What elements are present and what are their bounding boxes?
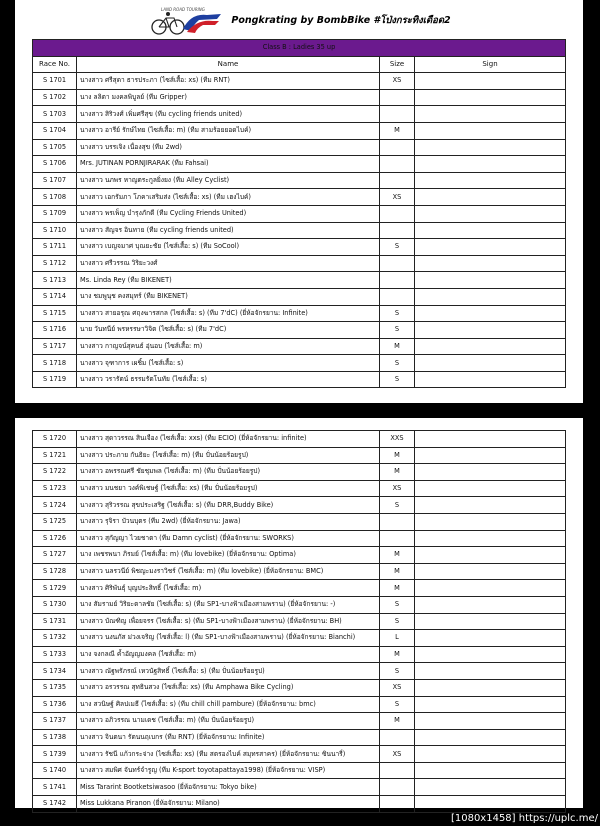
- race-number-cell: S 1741: [33, 779, 77, 796]
- race-number-cell: S 1718: [33, 355, 77, 372]
- size-cell: S: [380, 239, 415, 256]
- table-row: [33, 663, 566, 680]
- name-cell: นางสาว สุดาวรรณ สินเจือง (ไซส์เสื้อ: xxs) (ทีม ECIO) (ยี่ห้อจักรยาน: infinite): [77, 431, 380, 448]
- sign-cell: [415, 447, 566, 464]
- table-row: [33, 338, 566, 355]
- race-number-cell: S 1728: [33, 563, 77, 580]
- sign-cell: [415, 73, 566, 90]
- race-number-cell: S 1708: [33, 189, 77, 206]
- size-cell: [380, 779, 415, 796]
- sign-cell: [415, 156, 566, 173]
- name-cell: นางสาว สิริวงศ์ เพิ่มศรีสุข (ทีม cycling friends united): [77, 106, 380, 123]
- sign-cell: [415, 480, 566, 497]
- size-cell: [380, 272, 415, 289]
- class-title-row: [33, 40, 566, 57]
- race-number-cell: S 1706: [33, 156, 77, 173]
- sign-cell: [415, 288, 566, 305]
- name-cell: นางสาว กาญจน์สุคนธ์ อุ่นอบ (ไซส์เสื้อ: m): [77, 338, 380, 355]
- table-row: [33, 646, 566, 663]
- name-cell: นางสาว รัชนี แก้วกระจ่าง (ไซส์เสื้อ: xs) (ทีม สตรองไบค์ สมุทรสาคร) (ยี่ห้อจักรยาน: ซินนารี่): [77, 746, 380, 763]
- table-row: [33, 547, 566, 564]
- sign-cell: [415, 172, 566, 189]
- size-cell: [380, 156, 415, 173]
- sign-cell: [415, 497, 566, 514]
- name-cell: นางสาว จินตนา รัตนนฤเบกร (ทีม RNT) (ยี่ห้อจักรยาน: Infinite): [77, 729, 380, 746]
- sign-cell: [415, 596, 566, 613]
- race-number-cell: S 1720: [33, 431, 77, 448]
- name-cell: นางสาว ศิริพันธุ์ บุญประสิทธิ์ (ไซส์เสื้อ: m): [77, 580, 380, 597]
- table-row: [33, 480, 566, 497]
- size-cell: [380, 89, 415, 106]
- registration-table-continued: [32, 430, 566, 813]
- table-row: [33, 431, 566, 448]
- table-row: [33, 139, 566, 156]
- name-cell: Mrs. JUTINAN PORNJIRARAK (ทีม Fahsai): [77, 156, 380, 173]
- race-number-cell: S 1715: [33, 305, 77, 322]
- name-cell: นางสาว สายอรุณ ศฤงฆารสกล (ไซส์เสื้อ: s) (ทีม 7'dC) (ยี่ห้อจักรยาน: Infinite): [77, 305, 380, 322]
- table-row: [33, 222, 566, 239]
- table-row: [33, 464, 566, 481]
- table-row: [33, 746, 566, 763]
- table-row: [33, 613, 566, 630]
- race-number-cell: S 1725: [33, 513, 77, 530]
- name-cell: นางสาว อรวรรณ สุทธินสวง (ไซส์เสื้อ: xs) (ทีม Amphawa Bike Cycling): [77, 679, 380, 696]
- sign-cell: [415, 762, 566, 779]
- registration-table: [32, 39, 566, 388]
- table-row: [33, 596, 566, 613]
- size-cell: XS: [380, 189, 415, 206]
- name-cell: นางสาว พรเพ็ญ บำรุงภักดี (ทีม Cycling Friends United): [77, 205, 380, 222]
- size-cell: [380, 139, 415, 156]
- table-row: [33, 272, 566, 289]
- table-row: [33, 447, 566, 464]
- sign-cell: [415, 255, 566, 272]
- sign-cell: [415, 189, 566, 206]
- column-header-size: Size: [380, 56, 415, 73]
- name-cell: นางสาว เบญจมาศ บุณยะชัย (ไซส์เสื้อ: s) (ทีม SoCool): [77, 239, 380, 256]
- sign-cell: [415, 679, 566, 696]
- race-number-cell: S 1729: [33, 580, 77, 597]
- sign-cell: [415, 713, 566, 730]
- race-number-cell: S 1712: [33, 255, 77, 272]
- name-cell: นางสาว สัญจร อินทาย (ทีม cycling friends united): [77, 222, 380, 239]
- sign-cell: [415, 305, 566, 322]
- sign-cell: [415, 796, 566, 813]
- table-row: [33, 729, 566, 746]
- column-header-race-no: Race No.: [33, 56, 77, 73]
- sign-cell: [415, 663, 566, 680]
- race-number-cell: S 1723: [33, 480, 77, 497]
- size-cell: S: [380, 663, 415, 680]
- watermark: [1080x1458] https://uplc.me/: [450, 813, 598, 824]
- sign-cell: [415, 371, 566, 388]
- sign-cell: [415, 779, 566, 796]
- name-cell: นาง เพชรพนา ภิรมย์ (ไซส์เสื้อ: m) (ทีม lovebike) (ยี่ห้อจักรยาน: Optima): [77, 547, 380, 564]
- name-cell: นางสาว เอกรัมภา โภคาเสริมส่ง (ไซส์เสื้อ: xs) (ทีม เฮงไบค์): [77, 189, 380, 206]
- name-cell: นาง สวนิษฐ์ ศิลปเมธี (ไซส์เสื้อ: s) (ทีม chill chill pambure) (ยี่ห้อจักรยาน: bmc): [77, 696, 380, 713]
- name-cell: นางสาว ณัฐพรัภรณ์ เหวนัฐสิทธิ์ (ไซส์เสื้อ: s) (ทีม ปั่นน้อยร้อยรูป): [77, 663, 380, 680]
- sign-cell: [415, 547, 566, 564]
- race-number-cell: S 1704: [33, 122, 77, 139]
- sign-cell: [415, 563, 566, 580]
- event-header: [15, 4, 583, 36]
- sign-cell: [415, 122, 566, 139]
- name-cell: นางสาว บัณฑิญ เพื่อยจรร (ไซส์เสื้อ: s) (ทีม SP1-บางฟ้าเมืองสามพราน) (ยี่ห้อจักรยาน: BH): [77, 613, 380, 630]
- sign-cell: [415, 613, 566, 630]
- size-cell: XS: [380, 73, 415, 90]
- table-row: [33, 122, 566, 139]
- table-row: [33, 796, 566, 813]
- name-cell: นาง สัมรามย์ วิริยะตาลชัย (ไซส์เสื้อ: s) (ทีม SP1-บางฟ้าเมืองสามพราน) (ยี่ห้อจักรยาน: -): [77, 596, 380, 613]
- race-number-cell: S 1732: [33, 630, 77, 647]
- sign-cell: [415, 580, 566, 597]
- sign-cell: [415, 106, 566, 123]
- size-cell: [380, 172, 415, 189]
- sign-cell: [415, 746, 566, 763]
- race-number-cell: S 1742: [33, 796, 77, 813]
- table-row: [33, 305, 566, 322]
- table-row: [33, 530, 566, 547]
- race-number-cell: S 1711: [33, 239, 77, 256]
- race-number-cell: S 1726: [33, 530, 77, 547]
- size-cell: [380, 205, 415, 222]
- sign-cell: [415, 355, 566, 372]
- size-cell: [380, 796, 415, 813]
- race-number-cell: S 1724: [33, 497, 77, 514]
- table-row: [33, 106, 566, 123]
- size-cell: [380, 222, 415, 239]
- race-number-cell: S 1705: [33, 139, 77, 156]
- table-row: [33, 322, 566, 339]
- name-cell: นางสาว นลรวนีย์ พิชญะมงราวิชร์ (ไซส์เสื้อ: m) (ทีม lovebike) (ยี่ห้อจักรยาน: BMC): [77, 563, 380, 580]
- table-row: [33, 497, 566, 514]
- table-row: [33, 679, 566, 696]
- race-number-cell: S 1740: [33, 762, 77, 779]
- name-cell: นางสาว นภพร หาญตระกูลยิ่งยง (ทีม Alley Cyclist): [77, 172, 380, 189]
- sign-cell: [415, 646, 566, 663]
- name-cell: นาย วันทนีย์ พรหรรษาวิจิต (ไซส์เสื้อ: s) (ทีม 7'dC): [77, 322, 380, 339]
- sign-cell: [415, 239, 566, 256]
- size-cell: M: [380, 580, 415, 597]
- header-row: [33, 56, 566, 73]
- size-cell: [380, 530, 415, 547]
- name-cell: นางสาว มนชยา วงค์พิเชษฐ์ (ไซส์เสื้อ: xs) (ทีม ปั่นน้อยร้อยรูป): [77, 480, 380, 497]
- column-header-sign: Sign: [415, 56, 566, 73]
- size-cell: [380, 729, 415, 746]
- name-cell: นาง ลลิตา มงคลพิบูลย์ (ทีม Gripper): [77, 89, 380, 106]
- table-row: [33, 189, 566, 206]
- race-number-cell: S 1722: [33, 464, 77, 481]
- sign-cell: [415, 139, 566, 156]
- name-cell: นางสาว สมพิศ จันทร์จำรูญ (ทีม K-sport toyotapattaya1998) (ยี่ห้อจักรยาน: VISP): [77, 762, 380, 779]
- sign-cell: [415, 530, 566, 547]
- name-cell: นางสาว ศรีวรรณ วิริยะวงศ์: [77, 255, 380, 272]
- size-cell: S: [380, 497, 415, 514]
- race-number-cell: S 1734: [33, 663, 77, 680]
- race-number-cell: S 1736: [33, 696, 77, 713]
- race-number-cell: S 1730: [33, 596, 77, 613]
- table-row: [33, 239, 566, 256]
- name-cell: นางสาว วรารัตน์ ธรรมรัตโนทัย (ไซส์เสื้อ: s): [77, 371, 380, 388]
- table-row: [33, 255, 566, 272]
- size-cell: XS: [380, 746, 415, 763]
- sign-cell: [415, 630, 566, 647]
- race-number-cell: S 1703: [33, 106, 77, 123]
- sign-cell: [415, 272, 566, 289]
- table-row: [33, 205, 566, 222]
- size-cell: [380, 288, 415, 305]
- sign-cell: [415, 431, 566, 448]
- size-cell: S: [380, 696, 415, 713]
- table-row: [33, 156, 566, 173]
- size-cell: S: [380, 305, 415, 322]
- size-cell: [380, 255, 415, 272]
- table-row: [33, 513, 566, 530]
- name-cell: นางสาว สุริวรรณ สุขประเสริฐ (ไซส์เสื้อ: s) (ทีม DRR,Buddy Bike): [77, 497, 380, 514]
- sign-cell: [415, 513, 566, 530]
- name-cell: นาง ชมพูนุช คงสมุทร์ (ทีม BIKENET): [77, 288, 380, 305]
- sign-cell: [415, 338, 566, 355]
- size-cell: M: [380, 122, 415, 139]
- table-row: [33, 713, 566, 730]
- name-cell: นางสาว สุกัญญา ไวยชาตา (ทีม Damn cyclist) (ยี่ห้อจักรยาน: SWORKS): [77, 530, 380, 547]
- sign-cell: [415, 205, 566, 222]
- name-cell: นางสาว ศรีสุดา ธารประภา (ไซส์เสื้อ: xs) (ทีม RNT): [77, 73, 380, 90]
- race-number-cell: S 1733: [33, 646, 77, 663]
- table-row: [33, 89, 566, 106]
- size-cell: XS: [380, 679, 415, 696]
- table-row: [33, 762, 566, 779]
- name-cell: นางสาว นงนภัส ม่วงเจริญ (ไซส์เสื้อ: l) (ทีม SP1-บางฟ้าเมืองสามพราน) (ยี่ห้อจักรยาน: Bianchi): [77, 630, 380, 647]
- class-title: Class B : Ladies 35 up: [33, 40, 566, 57]
- table-row: [33, 172, 566, 189]
- race-number-cell: S 1717: [33, 338, 77, 355]
- race-number-cell: S 1719: [33, 371, 77, 388]
- size-cell: S: [380, 596, 415, 613]
- sign-cell: [415, 322, 566, 339]
- size-cell: M: [380, 646, 415, 663]
- name-cell: นางสาว อภิวรรณ นามเดช (ไซส์เสื้อ: m) (ทีม ปั่นน้อยร้อยรูป): [77, 713, 380, 730]
- race-number-cell: S 1709: [33, 205, 77, 222]
- size-cell: S: [380, 613, 415, 630]
- table-row: [33, 563, 566, 580]
- race-number-cell: S 1739: [33, 746, 77, 763]
- table-row: [33, 696, 566, 713]
- table-row: [33, 371, 566, 388]
- race-number-cell: S 1714: [33, 288, 77, 305]
- table-row: [33, 580, 566, 597]
- size-cell: L: [380, 630, 415, 647]
- size-cell: M: [380, 338, 415, 355]
- race-number-cell: S 1701: [33, 73, 77, 90]
- race-number-cell: S 1731: [33, 613, 77, 630]
- size-cell: XXS: [380, 431, 415, 448]
- logo-text: LAND ROAD TOURING: [161, 7, 206, 12]
- size-cell: M: [380, 447, 415, 464]
- size-cell: M: [380, 464, 415, 481]
- size-cell: S: [380, 355, 415, 372]
- race-number-cell: S 1710: [33, 222, 77, 239]
- document-page-1: [15, 0, 583, 403]
- size-cell: XS: [380, 480, 415, 497]
- size-cell: M: [380, 547, 415, 564]
- size-cell: [380, 762, 415, 779]
- race-number-cell: S 1707: [33, 172, 77, 189]
- race-number-cell: S 1716: [33, 322, 77, 339]
- table-row: [33, 73, 566, 90]
- name-cell: นางสาว รุจิรา บัวนบุตร (ทีม 2wd) (ยี่ห้อจักรยาน: Jawa): [77, 513, 380, 530]
- name-cell: นางสาว บรรเจิง เนื่องสุข (ทีม 2wd): [77, 139, 380, 156]
- name-cell: Miss Tararint Bootketsiwasoo (ยี่ห้อจักรยาน: Tokyo bike): [77, 779, 380, 796]
- size-cell: S: [380, 371, 415, 388]
- event-logo: [147, 5, 225, 35]
- table-row: [33, 288, 566, 305]
- name-cell: นาง จงกลณี ค้ำอัญญมงคล (ไซส์เสื้อ: m): [77, 646, 380, 663]
- sign-cell: [415, 222, 566, 239]
- size-cell: M: [380, 563, 415, 580]
- race-number-cell: S 1713: [33, 272, 77, 289]
- sign-cell: [415, 729, 566, 746]
- document-page-2: [15, 418, 583, 808]
- race-number-cell: S 1727: [33, 547, 77, 564]
- race-number-cell: S 1721: [33, 447, 77, 464]
- race-number-cell: S 1738: [33, 729, 77, 746]
- name-cell: Ms. Linda Rey (ทีม BIKENET): [77, 272, 380, 289]
- name-cell: นางสาว ประภาย กันธิยะ (ไซส์เสื้อ: m) (ทีม ปั่นน้อยร้อยรูป): [77, 447, 380, 464]
- table-row: [33, 630, 566, 647]
- size-cell: [380, 106, 415, 123]
- name-cell: นางสาว อารีย์ รักษ์ไทย (ไซส์เสื้อ: m) (ทีม สามร้อยยอดไบค์): [77, 122, 380, 139]
- name-cell: นางสาว อพรรณศรี ชัยชุมพล (ไซส์เสื้อ: m) (ทีม ปั่นน้อยร้อยรูป): [77, 464, 380, 481]
- size-cell: [380, 513, 415, 530]
- race-number-cell: S 1737: [33, 713, 77, 730]
- size-cell: M: [380, 713, 415, 730]
- race-number-cell: S 1702: [33, 89, 77, 106]
- column-header-name: Name: [77, 56, 380, 73]
- race-number-cell: S 1735: [33, 679, 77, 696]
- name-cell: นางสาว จุฑาการ เผชิ้ม (ไซส์เสื้อ: s): [77, 355, 380, 372]
- table-row: [33, 779, 566, 796]
- event-title: Pongkrating by BombBike #โป่งกระทิงเดือด2: [231, 14, 451, 26]
- table-row: [33, 355, 566, 372]
- sign-cell: [415, 89, 566, 106]
- name-cell: Miss Lukkana Piranon (ยี่ห้อจักรยาน: Milano): [77, 796, 380, 813]
- sign-cell: [415, 696, 566, 713]
- size-cell: S: [380, 322, 415, 339]
- sign-cell: [415, 464, 566, 481]
